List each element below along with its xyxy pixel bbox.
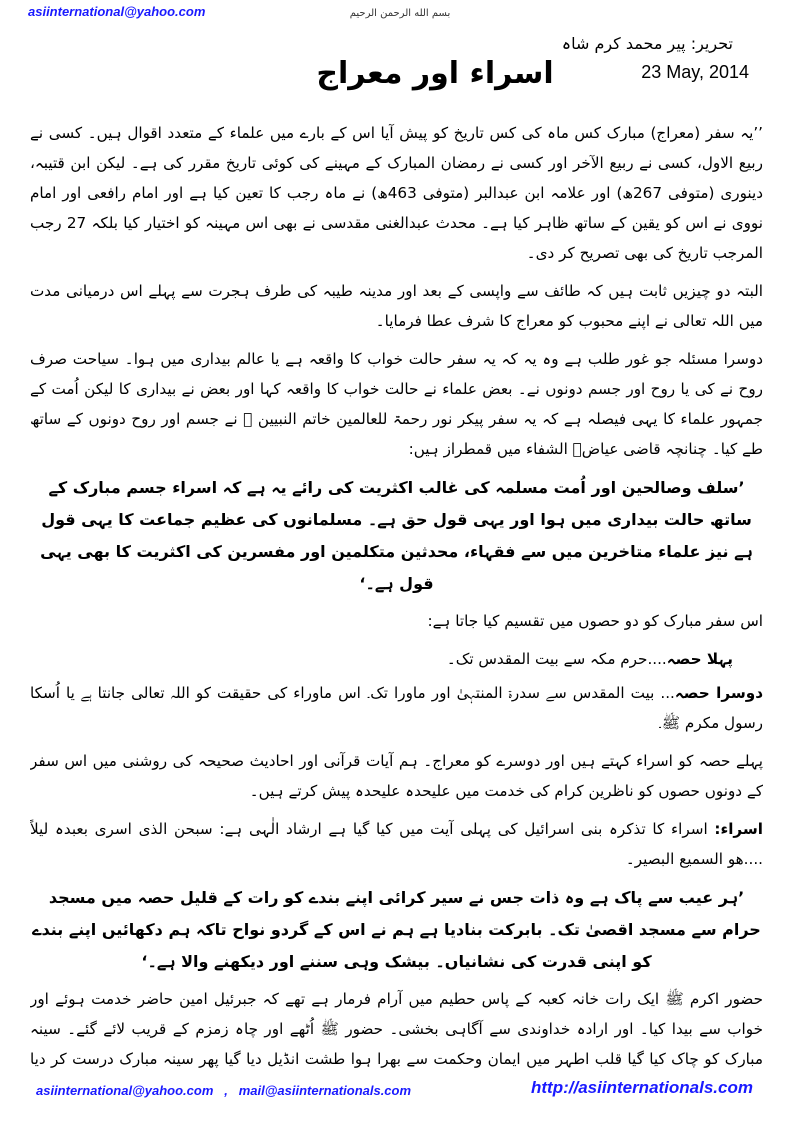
isra-text: اسراء کا تذکرہ بنی اسرائیل کی پہلی آیت میں کیا گیا ہے ارشاد الٰہی ہے: سبحن الذی اسری بعبدہ لیلاً ....ھو السمیع البصیر۔ <box>30 820 763 868</box>
article-body <box>30 118 763 1068</box>
footer-website-link[interactable]: http://asiinternationals.com <box>531 1078 753 1097</box>
header-email[interactable]: asiinternational@yahoo.com <box>28 4 206 19</box>
paragraph-4: اس سفر مبارک کو دو حصوں میں تقسیم کیا جاتا ہے: <box>427 612 763 630</box>
paragraph-5: پہلے حصہ کو اسراء کہتے ہیں اور دوسرے کو معراج۔ ہم آیات قرآنی اور احادیث صحیحہ کی روشنی میں اس سفر کے دونوں حصوں کو ناظرین کرام کی خدمت میں علیحدہ علیحدہ پیش کرتے ہیں۔ <box>30 752 763 800</box>
page-title: اسراء اور معراج <box>316 56 554 91</box>
paragraph-2: البتہ دو چیزیں ثابت ہیں کہ طائف سے واپسی کے بعد اور مدینہ طیبہ کی طرف ہجرت سے پہلے اس درمیانی مدت میں اللہ تعالی نے اپنے محبوب کو معراج کا شرف عطا فرمایا۔ <box>30 282 763 330</box>
part-one <box>30 644 763 674</box>
paragraph-1: ’’یہ سفر (معراج) مبارک کس ماہ کی کس تاریخ کو پیش آیا اس کے بارے میں علماء کے متعدد اقوال ہیں۔ کسی نے ربیع الاول، کسی نے ربیع الآخر اور کسی نے رمضان المبارک کے مہینے کی کوئی تاریخ مقرر کی ہے۔ لیکن ابن قتیبہ، دینوری (متوفی 267ھ) اور علامہ ابن عبدالبر (متوفی 463ھ) نے ماہ رجب کا تعین کیا ہے اور امام رافعی اور امام نووی نے اس کو یقین کے ساتھ ظاہر کیا ہے۔ محدث عبدالغنی مقدسی نے بھی اس مہینہ کو اختیار کیا بلکہ 27 رجب المرجب تاریخ کی بھی تصریح کر دی۔ <box>30 124 763 262</box>
isra-section <box>30 814 763 874</box>
quote-qadi-iyad: ’سلف وصالحین اور اُمت مسلمہ کی غالب اکثریت کی رائے یہ ہے کہ اسراء جسم مبارک کے ساتھ حالت بیداری میں ہوا اور یہی قول حق ہے۔ مسلمانوں کی عظیم جماعت کا یہی قول ہے نیز علماء متاخرین میں سے فقہاء، محدثین متکلمین اور مفسرین کی اکثریت کا بھی یہی قول ہے۔‘ <box>40 478 753 593</box>
quote-verse-translation: ’ہر عیب سے پاک ہے وہ ذات جس نے سیر کرائی اپنے بندے کو رات کے قلیل حصہ میں مسجد حرام سے مسجد اقصیٰ تک۔ بابرکت بنادیا ہے ہم نے اس کے گردو نواح تاکہ ہم دکھائیں اپنے بندے کو اپنی قدرت کی نشانیاں۔ بیشک وہی سننے اور دیکھنے والا ہے۔‘ <box>32 888 761 971</box>
footer-emails <box>36 1083 411 1098</box>
part-two <box>30 678 763 738</box>
part-two-label: دوسرا حصہ <box>674 684 763 702</box>
bismillah: بسم الله الرحمن الرحیم <box>349 8 451 19</box>
author-line: تحریر: پیر محمد کرم شاہ <box>561 34 733 53</box>
isra-label: اسراء: <box>714 820 763 838</box>
paragraph-3: دوسرا مسئلہ جو غور طلب ہے وہ یہ کہ یہ سفر حالت خواب کا واقعہ ہے یا عالم بیداری میں ہوا۔ سیاحت صرف روح نے کی یا روح اور جسم دونوں نے۔ بعض علماء نے حالت خواب کا واقعہ کہا اور بعض نے بیداری کا لیکن اُمت کے جمہور علماء کا یہی فیصلہ ہے کہ یہ سفر پیکر نور رحمۃ للعالمین خاتم النبیین ﷺ نے جسم اور روح دونوں کے ساتھ طے کیا۔ چنانچہ قاضی عیاضؒ الشفاء میں قمطراز ہیں: <box>30 350 763 458</box>
footer-email-2[interactable]: mail@asiinternationals.com <box>238 1083 412 1098</box>
footer-email-1[interactable]: asiinternational@yahoo.com <box>36 1083 214 1098</box>
publish-date: 23 May, 2014 <box>641 62 749 82</box>
footer-separator: , <box>224 1083 228 1098</box>
part-one-label: پہلا حصہ <box>666 650 733 668</box>
paragraph-6: حضور اکرم ﷺ ایک رات خانہ کعبہ کے پاس حطیم میں آرام فرمار ہے تھے کہ جبرئیل امین حاضر خدمت ہوئے اور خواب سے بیدا کیا۔ اور ارادہ خداوندی سے آگاہی بخشی۔ حضور ﷺ اُٹھے اور چاہ زمزم کے قریب لائے گئے۔ سینہ مبارک کو چاک کیا گیا قلب اطہر میں ایمان وحکمت سے بھرا ہوا طشت انڈیل دیا گیا پھر سینہ مبارک درست کر دیا <box>30 990 763 1068</box>
part-one-text: ....حرم مکہ سے بیت المقدس تک۔ <box>446 650 667 668</box>
part-two-text: ... بیت المقدس سے سدرۃ المنتہیٰ اور ماورا تک۔ اس ماوراء کی حقیقت کو اللہ تعالی جانتا ہے یا اُسکا رسول مکرم ﷺ۔ <box>30 684 763 732</box>
